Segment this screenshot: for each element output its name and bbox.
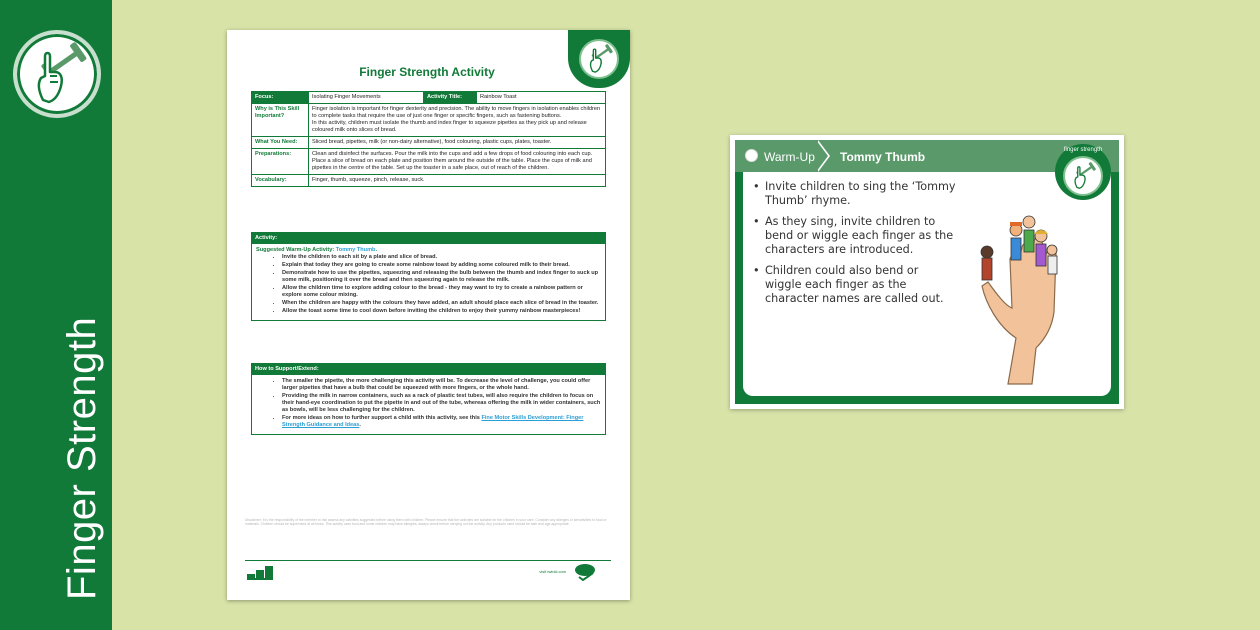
need-value: Sliced bread, pipettes, milk (or non-dairy alternative), food colouring, plastic cups, plates, toaster.	[309, 137, 606, 149]
list-item: • Allow the toast some time to cool down before inviting the children to enjoy their yummy rainbow masterpieces!	[282, 308, 601, 315]
activity-steps	[256, 254, 601, 315]
warmup-prefix: Suggested Warm-Up Activity:	[256, 247, 335, 253]
card-title: Tommy Thumb	[840, 150, 926, 164]
support-more-link[interactable]: Fine Motor Skills Development: Finger Strength Guidance and Ideas	[282, 415, 584, 428]
document-title: Finger Strength Activity	[359, 65, 495, 79]
sidebar-title: Finger Strength	[60, 316, 104, 600]
list-item: • The smaller the pipette, the more challenging this activity will be. To decrease the level of challenge, you could offer larger pipettes that have a bulb that could be squeezed with more fingers, or the whole hand.	[282, 378, 601, 392]
document-footer	[245, 560, 611, 582]
finger-puppet-4	[1034, 230, 1048, 266]
activity-title-label: Activity Title:	[424, 92, 477, 104]
finger-puppet-5	[1047, 245, 1057, 274]
list-item: • For more ideas on how to further support a child with this activity, see this Fine Motor Skills Development: Finger Strength Guidance and Ideas.	[282, 415, 601, 429]
need-label: What You Need:	[252, 137, 309, 149]
finger-dumbbell-icon	[13, 30, 101, 118]
badge-label: finger strength	[1063, 147, 1103, 153]
finger-puppets-hand-icon	[968, 208, 1083, 388]
twinkl-logo-icon	[573, 563, 597, 581]
prep-label: Preparations:	[252, 149, 309, 175]
list-item: • Explain that today they are going to create some rainbow toast by adding some coloured milk to their bread.	[282, 262, 601, 269]
chevron-inner	[816, 140, 828, 172]
finger-strength-badge	[1055, 144, 1111, 200]
footer-url[interactable]: visit twinkl.com	[539, 569, 566, 574]
finger-dumbbell-icon	[1063, 156, 1103, 196]
vocab-label: Vocabulary:	[252, 175, 309, 187]
document-badge	[568, 30, 630, 88]
why-label: Why is This Skill Important?	[252, 104, 309, 137]
list-item: • Providing the milk in narrow containers, such as a rack of plastic test tubes, will also require the children to focus on their hand-eye coordination to put the pipette in and out of the tube, whereas offering the milk in wider containers, such as bowls, will be less challenging for the children.	[282, 393, 601, 414]
why-paragraph-2: In this activity, children must isolate the thumb and index finger to squeeze pipettes as they pick up and release coloured milk onto slices of bread.	[312, 120, 587, 133]
activity-title-value: Rainbow Toast	[477, 92, 606, 104]
card-body	[743, 172, 1111, 396]
focus-label: Focus:	[252, 92, 309, 104]
list-item: • Allow the children time to explore adding colour to the bread - they may want to try to create a rainbow pattern or explore some colour mixing.	[282, 285, 601, 299]
finger-puppet-3	[1023, 216, 1035, 252]
finger-puppet-1	[981, 246, 993, 280]
focus-value: Isolating Finger Movements	[309, 92, 424, 104]
activity-header: Activity:	[252, 233, 605, 244]
list-item: • When the children are happy with the colours they have added, an adult should place each slice of bread in the toaster.	[282, 300, 601, 307]
vocab-value: Finger, thumb, squeeze, pinch, release, suck.	[309, 175, 606, 187]
why-paragraph-1: Finger isolation is important for finger dexterity and precision. The ability to move fingers in isolation enables children to complete tasks that require the use of just one finger or specific fingers, such as fastening buttons.	[312, 106, 601, 119]
support-steps	[256, 378, 601, 429]
card-bullets	[753, 180, 958, 313]
steps-logo-icon	[247, 564, 273, 580]
list-item: • Demonstrate how to use the pipettes, squeezing and releasing the bulb between the thumb and index finger to suck up some milk, positioning it over the bread and then squeezing again to release the milk.	[282, 270, 601, 284]
activity-section	[251, 232, 606, 321]
support-section	[251, 363, 606, 435]
warmup-link[interactable]: Tommy Thumb	[335, 247, 376, 253]
list-item: • As they sing, invite children to bend or wiggle each finger as the characters are introduced.	[753, 215, 958, 257]
warmup-card	[730, 135, 1124, 409]
warmup-line: Suggested Warm-Up Activity: Tommy Thumb.	[256, 247, 378, 253]
list-item: • Invite the children to each sit by a plate and slice of bread.	[282, 254, 601, 261]
why-value	[309, 104, 606, 137]
support-header: How to Support/Extend:	[252, 364, 605, 375]
warmup-label: Warm-Up	[764, 150, 815, 164]
activity-document	[227, 30, 630, 600]
sidebar	[0, 0, 112, 630]
list-item: • Invite children to sing the ‘Tommy Thumb’ rhyme.	[753, 180, 958, 208]
support-more-prefix: For more ideas on how to further support a child with this activity, see this	[282, 415, 480, 421]
prep-value: Clean and disinfect the surfaces. Pour the milk into the cups and add a few drops of food colouring into each cup. Place a slice of bread on each plate and position them around the outside of the table. Place the cups of milk and pipettes in the centre of the table. Set up the toaster in a safe place, out of reach of the children.	[309, 149, 606, 175]
activity-info-table	[251, 91, 606, 187]
list-item: • Children could also bend or wiggle each finger as the character names are called out.	[753, 264, 958, 306]
finger-puppet-2	[1010, 222, 1022, 260]
disclaimer: Disclaimer: It is the responsibility of the member to risk assess any activities suggested before using them with children. Please ensure that the activities are suitable for the children in your care. Consider any allergies or sensitivities to food or materials. Children should be supervised at all times. This activity uses food and some children may have allergies; always check before carrying out the activity. Any products used should be safe and age-appropriate.	[245, 518, 607, 527]
radio-icon[interactable]	[745, 149, 758, 162]
